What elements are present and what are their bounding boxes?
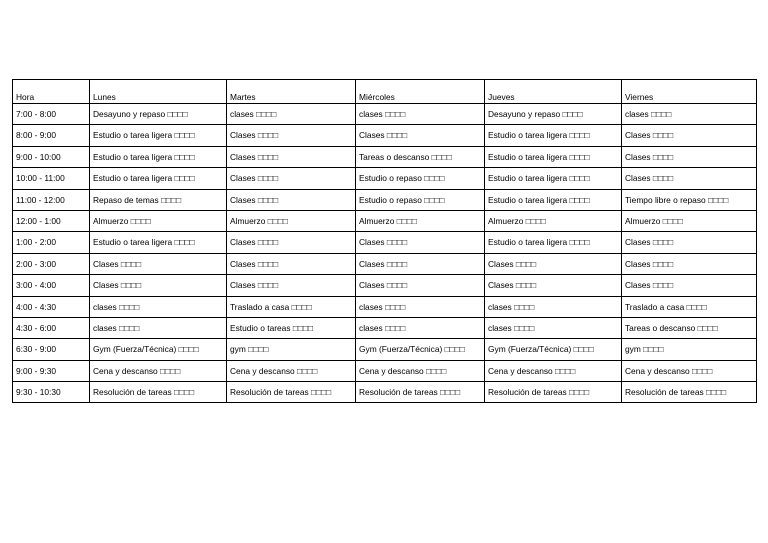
cell-miercoles: Estudio o repaso □□□□	[356, 189, 485, 210]
cell-hora: 9:00 - 9:30	[13, 360, 90, 381]
cell-viernes: Clases □□□□	[622, 125, 757, 146]
header-miercoles: Miércoles	[356, 80, 485, 104]
table-row	[13, 146, 757, 167]
cell-viernes: Almuerzo □□□□	[622, 210, 757, 231]
cell-miercoles: Clases □□□□	[356, 232, 485, 253]
cell-hora: 6:30 - 9:00	[13, 339, 90, 360]
cell-miercoles: Tareas o descanso □□□□	[356, 146, 485, 167]
cell-jueves: Desayuno y repaso □□□□	[485, 104, 622, 125]
cell-lunes: Desayuno y repaso □□□□	[90, 104, 227, 125]
cell-viernes: Tareas o descanso □□□□	[622, 317, 757, 338]
cell-lunes: Estudio o tarea ligera □□□□	[90, 168, 227, 189]
cell-viernes: Traslado a casa □□□□	[622, 296, 757, 317]
cell-jueves: Clases □□□□	[485, 275, 622, 296]
cell-lunes: Gym (Fuerza/Técnica) □□□□	[90, 339, 227, 360]
cell-viernes: gym □□□□	[622, 339, 757, 360]
cell-hora: 3:00 - 4:00	[13, 275, 90, 296]
cell-miercoles: clases □□□□	[356, 104, 485, 125]
table-header	[13, 80, 757, 104]
cell-lunes: clases □□□□	[90, 317, 227, 338]
cell-miercoles: Clases □□□□	[356, 125, 485, 146]
table-row	[13, 360, 757, 381]
cell-lunes: Clases □□□□	[90, 253, 227, 274]
table-row	[13, 232, 757, 253]
cell-jueves: Almuerzo □□□□	[485, 210, 622, 231]
cell-martes: clases □□□□	[227, 104, 356, 125]
cell-jueves: Resolución de tareas □□□□	[485, 382, 622, 403]
cell-jueves: Gym (Fuerza/Técnica) □□□□	[485, 339, 622, 360]
cell-martes: Resolución de tareas □□□□	[227, 382, 356, 403]
weekly-schedule-table	[12, 79, 757, 403]
cell-viernes: clases □□□□	[622, 104, 757, 125]
cell-martes: Clases □□□□	[227, 125, 356, 146]
header-lunes: Lunes	[90, 80, 227, 104]
cell-jueves: clases □□□□	[485, 317, 622, 338]
cell-lunes: clases □□□□	[90, 296, 227, 317]
table-row	[13, 317, 757, 338]
cell-martes: Estudio o tareas □□□□	[227, 317, 356, 338]
cell-hora: 4:00 - 4:30	[13, 296, 90, 317]
cell-miercoles: Clases □□□□	[356, 253, 485, 274]
cell-viernes: Clases □□□□	[622, 146, 757, 167]
cell-hora: 9:30 - 10:30	[13, 382, 90, 403]
cell-miercoles: Clases □□□□	[356, 275, 485, 296]
cell-martes: Almuerzo □□□□	[227, 210, 356, 231]
table-body	[13, 104, 757, 403]
cell-jueves: Estudio o tarea ligera □□□□	[485, 232, 622, 253]
cell-jueves: clases □□□□	[485, 296, 622, 317]
table-row	[13, 275, 757, 296]
cell-lunes: Resolución de tareas □□□□	[90, 382, 227, 403]
cell-martes: Clases □□□□	[227, 275, 356, 296]
cell-martes: Clases □□□□	[227, 253, 356, 274]
cell-hora: 10:00 - 11:00	[13, 168, 90, 189]
cell-martes: Cena y descanso □□□□	[227, 360, 356, 381]
cell-hora: 7:00 - 8:00	[13, 104, 90, 125]
cell-miercoles: clases □□□□	[356, 296, 485, 317]
table-row	[13, 189, 757, 210]
cell-miercoles: Estudio o repaso □□□□	[356, 168, 485, 189]
cell-lunes: Estudio o tarea ligera □□□□	[90, 125, 227, 146]
cell-viernes: Clases □□□□	[622, 253, 757, 274]
cell-miercoles: clases □□□□	[356, 317, 485, 338]
cell-martes: Clases □□□□	[227, 168, 356, 189]
cell-martes: gym □□□□	[227, 339, 356, 360]
cell-jueves: Estudio o tarea ligera □□□□	[485, 168, 622, 189]
cell-lunes: Clases □□□□	[90, 275, 227, 296]
header-viernes: Viernes	[622, 80, 757, 104]
header-row	[13, 80, 757, 104]
table-row	[13, 296, 757, 317]
cell-viernes: Clases □□□□	[622, 232, 757, 253]
cell-lunes: Almuerzo □□□□	[90, 210, 227, 231]
cell-viernes: Tiempo libre o repaso □□□□	[622, 189, 757, 210]
cell-hora: 1:00 - 2:00	[13, 232, 90, 253]
cell-viernes: Clases □□□□	[622, 168, 757, 189]
cell-martes: Clases □□□□	[227, 146, 356, 167]
table-row	[13, 382, 757, 403]
table-row	[13, 168, 757, 189]
cell-jueves: Estudio o tarea ligera □□□□	[485, 125, 622, 146]
cell-hora: 4:30 - 6:00	[13, 317, 90, 338]
cell-jueves: Clases □□□□	[485, 253, 622, 274]
header-hora: Hora	[13, 80, 90, 104]
cell-miercoles: Almuerzo □□□□	[356, 210, 485, 231]
cell-hora: 2:00 - 3:00	[13, 253, 90, 274]
cell-hora: 11:00 - 12:00	[13, 189, 90, 210]
table-row	[13, 104, 757, 125]
header-jueves: Jueves	[485, 80, 622, 104]
cell-jueves: Cena y descanso □□□□	[485, 360, 622, 381]
cell-lunes: Estudio o tarea ligera □□□□	[90, 232, 227, 253]
cell-miercoles: Cena y descanso □□□□	[356, 360, 485, 381]
cell-martes: Clases □□□□	[227, 232, 356, 253]
cell-lunes: Estudio o tarea ligera □□□□	[90, 146, 227, 167]
table-row	[13, 210, 757, 231]
cell-hora: 9:00 - 10:00	[13, 146, 90, 167]
table-row	[13, 253, 757, 274]
cell-hora: 8:00 - 9:00	[13, 125, 90, 146]
cell-viernes: Resolución de tareas □□□□	[622, 382, 757, 403]
cell-jueves: Estudio o tarea ligera □□□□	[485, 146, 622, 167]
table-row	[13, 339, 757, 360]
cell-lunes: Cena y descanso □□□□	[90, 360, 227, 381]
cell-jueves: Estudio o tarea ligera □□□□	[485, 189, 622, 210]
cell-viernes: Cena y descanso □□□□	[622, 360, 757, 381]
cell-hora: 12:00 - 1:00	[13, 210, 90, 231]
header-martes: Martes	[227, 80, 356, 104]
cell-lunes: Repaso de temas □□□□	[90, 189, 227, 210]
cell-martes: Clases □□□□	[227, 189, 356, 210]
cell-miercoles: Resolución de tareas □□□□	[356, 382, 485, 403]
cell-miercoles: Gym (Fuerza/Técnica) □□□□	[356, 339, 485, 360]
cell-martes: Traslado a casa □□□□	[227, 296, 356, 317]
cell-viernes: Clases □□□□	[622, 275, 757, 296]
table-row	[13, 125, 757, 146]
